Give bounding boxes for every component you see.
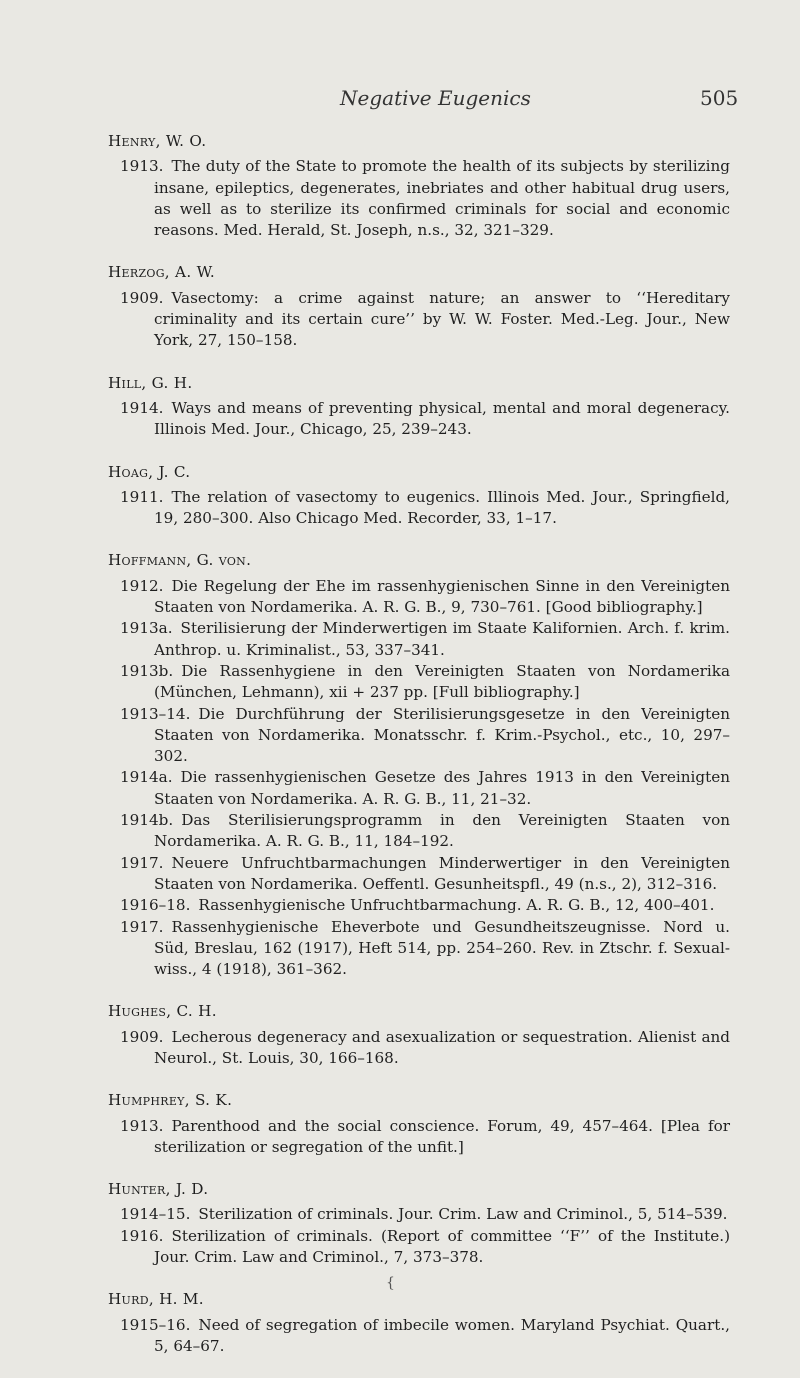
author-name: Hughes, C. H. xyxy=(108,1002,217,1021)
ref-year: 1912. xyxy=(120,576,164,595)
ref-text: The duty of the State to promote the health of its subjects by sterilizing insane, epileptics, degenerates, inebriates and other habitual drug users, as well as to sterilize its confirmed criminals for social and economic reasons. Med. Herald, St. Joseph, n.s., 32, 321–329. xyxy=(154,157,730,240)
bib-entry xyxy=(108,462,730,530)
reference xyxy=(108,398,730,441)
reference xyxy=(108,1226,730,1269)
ref-text: Ways and means of preventing physical, mental and moral degeneracy. Illinois Med. Jour., Chicago, 25, 239–243. xyxy=(154,398,730,439)
ref-text: Need of segregation of imbecile women. Maryland Psychiat. Quart., 5, 64–67. xyxy=(154,1315,730,1355)
ref-year: 1909. xyxy=(120,288,164,307)
bib-entry xyxy=(108,1001,730,1069)
bib-entry xyxy=(108,1289,730,1357)
ref-year: 1913. xyxy=(120,157,164,176)
reference xyxy=(108,288,730,352)
ref-year: 1914a. xyxy=(120,768,173,787)
reference xyxy=(108,1315,730,1358)
author-name: Hurd, H. M. xyxy=(108,1290,204,1309)
reference xyxy=(108,661,730,704)
ref-text: Parenthood and the social conscience. Forum, 49, 457–464. [Plea for sterilization or segregation of the unfit.] xyxy=(154,1116,730,1156)
ref-text: Sterilisierung der Minderwertigen im Staate Kalifornien. Arch. f. krim. Anthrop. u. Kriminalist., 53, 337–341. xyxy=(154,619,730,659)
ref-text: Neuere Unfruchtbarmachungen Minderwertiger in den Vereinigten Staaten von Nordamerika. Oeffentl. Gesunheitspfl., 49 (n.s., 2), 312–316. xyxy=(154,853,730,893)
reference xyxy=(108,487,730,530)
ref-text: Lecherous degeneracy and asexualization or sequestration. Alienist and Neurol., St. Louis, 30, 166–168. xyxy=(154,1027,730,1067)
ref-year: 1914. xyxy=(120,398,164,417)
bib-entry xyxy=(108,1179,730,1268)
bib-entry xyxy=(108,373,730,441)
page-number: 505 xyxy=(700,86,739,110)
reference xyxy=(108,767,730,810)
ref-year: 1911. xyxy=(120,487,164,506)
ref-year: 1917. xyxy=(120,853,164,872)
reference xyxy=(108,1027,730,1070)
bib-entry xyxy=(108,1090,730,1158)
author-name: Hoag, J. C. xyxy=(108,462,191,481)
ref-text: Die Durchführung der Sterilisierungsgesetze in den Vereinigten Staaten von Nordamerika. Monatsschr. f. Krim.-Psychol., etc., 10, 297–302. xyxy=(154,704,730,766)
ref-year: 1916–18. xyxy=(120,896,191,915)
bibliography xyxy=(108,131,730,1378)
ref-year: 1915–16. xyxy=(120,1315,191,1334)
author-name: Herzog, A. W. xyxy=(108,263,215,282)
reference xyxy=(108,156,730,241)
reference xyxy=(108,853,730,896)
ref-year: 1913. xyxy=(120,1116,164,1135)
ref-year: 1916. xyxy=(120,1226,164,1245)
running-header xyxy=(0,86,800,116)
author-name: Hunter, J. D. xyxy=(108,1180,209,1199)
ref-year: 1914b. xyxy=(120,811,174,830)
bib-entry xyxy=(108,550,730,980)
author-name: Humphrey, S. K. xyxy=(108,1091,233,1110)
author-name: Henry, W. O. xyxy=(108,132,207,150)
bib-entry xyxy=(108,262,730,351)
ref-text: The relation of vasectomy to eugenics. Illinois Med. Jour., Springfield, 19, 280–300. Also Chicago Med. Recorder, 33, 1–17. xyxy=(154,487,730,528)
ref-text: Sterilization of criminals. Jour. Crim. Law and Criminol., 5, 514–539. xyxy=(198,1205,728,1224)
ref-year: 1914–15. xyxy=(120,1205,191,1224)
ref-year: 1917. xyxy=(120,917,164,936)
ref-year: 1909. xyxy=(120,1027,164,1046)
reference xyxy=(108,618,730,661)
ref-text: Rassenhygienische Unfruchtbarmachung. A. R. G. B., 12, 400–401. xyxy=(198,896,715,915)
reference xyxy=(108,895,730,916)
ref-text: Die Rassenhygiene in den Vereinigten Staaten von Nordamerika (München, Lehmann), xii + 237 pp. [Full bibliography.] xyxy=(154,661,730,702)
reference xyxy=(108,704,730,768)
reference xyxy=(108,810,730,853)
reference xyxy=(108,917,730,981)
author-name: Hoffmann, G. von. xyxy=(108,551,252,570)
ref-text: Rassenhygienische Eheverbote und Gesundheitszeugnisse. Nord u. Süd, Breslau, 162 (1917), Heft 514, pp. 254–260. Rev. in Ztschr. f. Sexual-wiss., 4 (1918), 361–362. xyxy=(154,917,730,979)
ref-text: Die Regelung der Ehe im rassenhygienischen Sinne in den Vereinigten Staaten von Nordamerika. A. R. G. B., 9, 730–761. [Good bibliography.] xyxy=(154,576,730,617)
reference xyxy=(108,576,730,619)
ref-text: Vasectomy: a crime against nature; an answer to ‘‘Hereditary criminality and its certain cure’’ by W. W. Foster. Med.-Leg. Jour., New York, 27, 150–158. xyxy=(154,288,730,350)
reference xyxy=(108,1116,730,1159)
bib-entry xyxy=(108,131,730,241)
reference xyxy=(108,1204,730,1225)
ref-year: 1913–14. xyxy=(120,704,191,723)
ref-text: Das Sterilisierungsprogramm in den Vereinigten Staaten von Nordamerika. A. R. G. B., 11, 184–192. xyxy=(154,811,730,851)
ref-text: Die rassenhygienischen Gesetze des Jahres 1913 in den Vereinigten Staaten von Nordamerika. A. R. G. B., 11, 21–32. xyxy=(154,768,730,808)
running-title: Negative Eugenics xyxy=(340,86,531,110)
ref-text: Sterilization of criminals. (Report of committee ‘‘F’’ of the Institute.) Jour. Crim. Law and Criminol., 7, 373–378. xyxy=(154,1226,730,1267)
author-name: Hill, G. H. xyxy=(108,373,193,392)
ref-year: 1913a. xyxy=(120,619,173,638)
ref-year: 1913b. xyxy=(120,661,174,680)
page-mark: { xyxy=(386,1275,395,1291)
